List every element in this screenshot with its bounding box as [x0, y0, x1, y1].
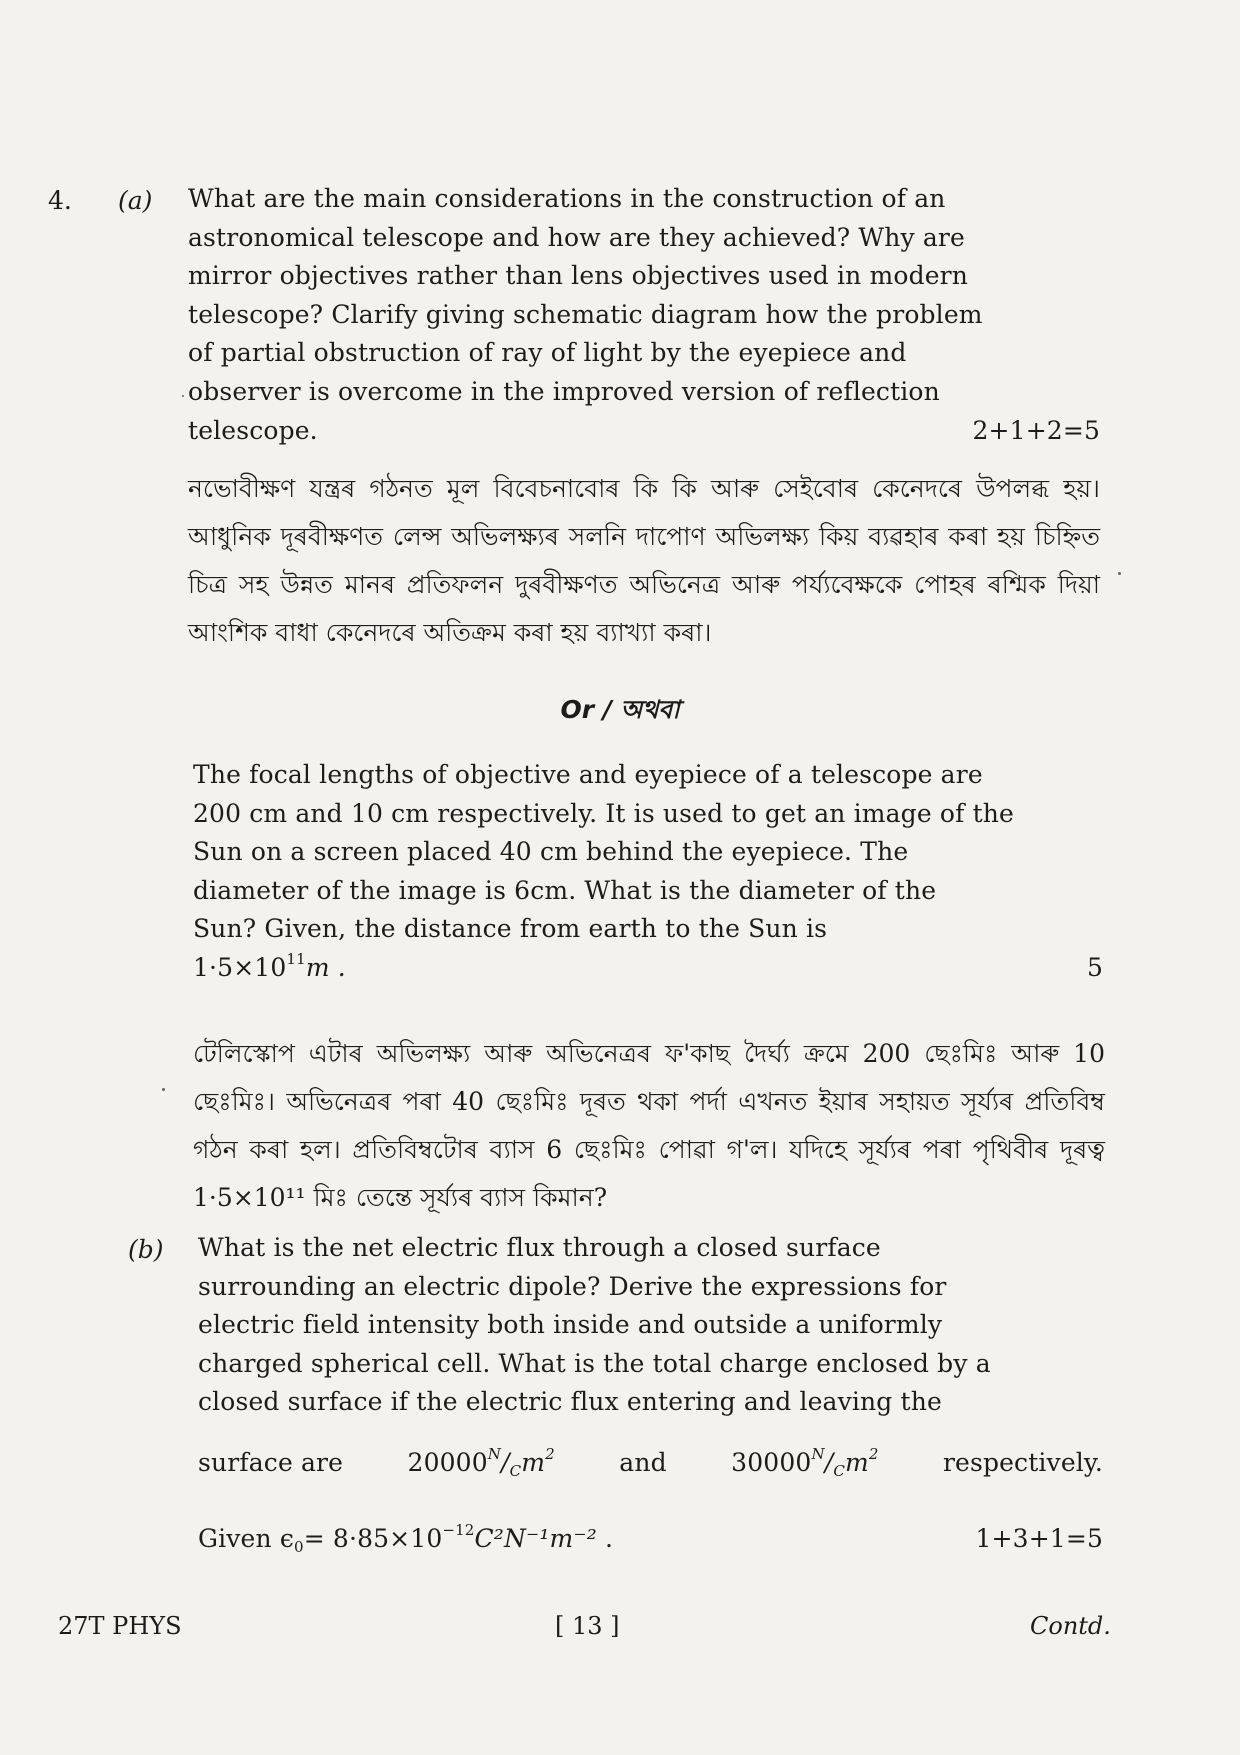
distance-exponent: 11 — [286, 949, 306, 968]
flux-line-start: surface are — [198, 1448, 344, 1477]
flux-line — [198, 1444, 1103, 1483]
flux-mid: and — [619, 1448, 667, 1477]
scan-speck — [162, 1088, 165, 1091]
contd-label: Contd. — [1030, 1612, 1111, 1640]
epsilon-subscript: 0 — [294, 1538, 304, 1556]
given-prefix: Given — [198, 1524, 272, 1553]
unit-denominator: C — [833, 1462, 845, 1480]
flux-out-number: 30000 — [731, 1448, 812, 1477]
text-line: telescope. — [188, 415, 318, 445]
unit-m: m — [521, 1448, 546, 1477]
flux-in-value — [408, 1444, 555, 1483]
flux-end: respectively. — [942, 1448, 1103, 1477]
text-line: closed surface if the electric flux entering and leaving the — [198, 1387, 942, 1417]
flux-unit: $^N/_Cm^2$ — [487, 1445, 555, 1480]
unit-exponent: 2 — [868, 1445, 879, 1463]
text-line: charged spherical cell. What is the total charge enclosed by a — [198, 1348, 991, 1378]
text-line-last — [188, 412, 1100, 451]
page-number: [ 13 ] — [555, 1612, 620, 1640]
given-value: = 8·85×10 — [303, 1524, 443, 1553]
flux-in-number: 20000 — [407, 1448, 488, 1477]
given-line: Given $\epsilon_0= 8\cdot 85\times 10^{-12}C^2N^{-1}m^{-2}$ . 1+3+1=5 — [198, 1520, 1103, 1559]
given-exponent: −12 — [442, 1521, 475, 1539]
scan-speck — [1118, 572, 1121, 575]
text-line: of partial obstruction of ray of light by the eyepiece and — [188, 338, 907, 368]
epsilon-symbol: ϵ — [279, 1524, 295, 1553]
given-units: C²N⁻¹m⁻² — [474, 1524, 597, 1553]
subpart-b-label: (b) — [128, 1235, 164, 1264]
text-line: surrounding an electric dipole? Derive the expressions for — [198, 1271, 947, 1301]
text-line: Sun on a screen placed 40 cm behind the eyepiece. The — [193, 837, 909, 867]
unit-numerator: N — [811, 1445, 825, 1463]
alt-english — [193, 756, 1103, 988]
part-b-english — [198, 1229, 1103, 1422]
text-line: astronomical telescope and how are they achieved? Why are — [188, 222, 965, 252]
or-divider: Or / অথবা — [560, 695, 680, 724]
subpart-a-label: (a) — [118, 186, 153, 215]
distance-value: 1·5×10 — [193, 952, 287, 982]
text-line: telescope? Clarify giving schematic diagram how the problem — [188, 299, 983, 329]
text-line: Sun? Given, the distance from earth to the Sun is — [193, 914, 828, 944]
question-number: 4. — [48, 186, 72, 215]
unit-m: m — [844, 1448, 869, 1477]
marks-alt: 5 — [1086, 952, 1103, 982]
part-a-assamese: নভোবীক্ষণ যন্ত্ৰৰ গঠনত মূল বিবেচনাবোৰ কি কি আৰু সেইবোৰ কেনেদৰে উপলব্ধ হয়। আধুনিক দূৰবীক্ষণত লেন্স অভিলক্ষ্যৰ সলনি দাপোণ অভিলক্ষ্য কিয় ব্যৱহাৰ কৰা হয় চিহ্নিত চিত্ৰ সহ উন্নত মানৰ প্ৰতিফলন দুৰবীক্ষণত অভিনেত্ৰ আৰু পৰ্য্যবেক্ষকে পোহৰ ৰশ্মিক দিয়া আংশিক বাধা কেনেদৰে অতিক্ৰম কৰা হয় ব্যাখ্যা কৰা। — [188, 474, 1100, 647]
alt-assamese: টেলিস্কোপ এটাৰ অভিলক্ষ্য আৰু অভিনেত্ৰৰ ফ'কাছ দৈৰ্ঘ্য ক্ৰমে 200 ছেঃমিঃ আৰু 10 ছেঃমিঃ। অভিনেত্ৰৰ পৰা 40 ছেঃমিঃ দূৰত থকা পৰ্দা এখনত ইয়াৰ সহায়ত সূৰ্য্যৰ প্ৰতিবিম্ব গঠন কৰা হল। প্ৰতিবিম্বটোৰ ব্যাস 6 ছেঃমিঃ পোৱা গ'ল। যদিহে সূৰ্য্যৰ পৰা পৃথিবীৰ দূৰত্ব 1·5×10¹¹ মিঃ তেন্তে সূৰ্য্যৰ ব্যাস কিমান? — [193, 1039, 1105, 1212]
text-line: What is the net electric flux through a closed surface — [198, 1233, 881, 1262]
text-line: 200 cm and 10 cm respectively. It is used to get an image of the — [193, 798, 1014, 828]
flux-unit: $^N/_Cm^2$ — [811, 1445, 879, 1480]
paper-code: 27T PHYS — [58, 1612, 182, 1640]
text-line: mirror objectives rather than lens objectives used in modern — [188, 261, 969, 291]
text-line: observer is overcome in the improved version of reflection — [188, 376, 940, 406]
flux-out-value — [731, 1444, 878, 1483]
marks-b: 1+3+1=5 — [975, 1524, 1103, 1553]
scan-speck — [182, 395, 184, 397]
marks-a: 2+1+2=5 — [972, 415, 1100, 445]
text-line: The focal lengths of objective and eyepiece of a telescope are — [193, 760, 983, 789]
unit-denominator: C — [509, 1462, 522, 1480]
distance-unit: m . — [305, 952, 346, 982]
unit-exponent: 2 — [545, 1445, 555, 1463]
text-line: What are the main considerations in the construction of an — [188, 184, 946, 213]
value-line — [193, 949, 1103, 988]
part-a-english — [188, 180, 1100, 450]
unit-numerator: N — [487, 1445, 502, 1463]
text-line: electric field intensity both inside and outside a uniformly — [198, 1310, 943, 1340]
text-line: diameter of the image is 6cm. What is the diameter of the — [193, 875, 937, 905]
